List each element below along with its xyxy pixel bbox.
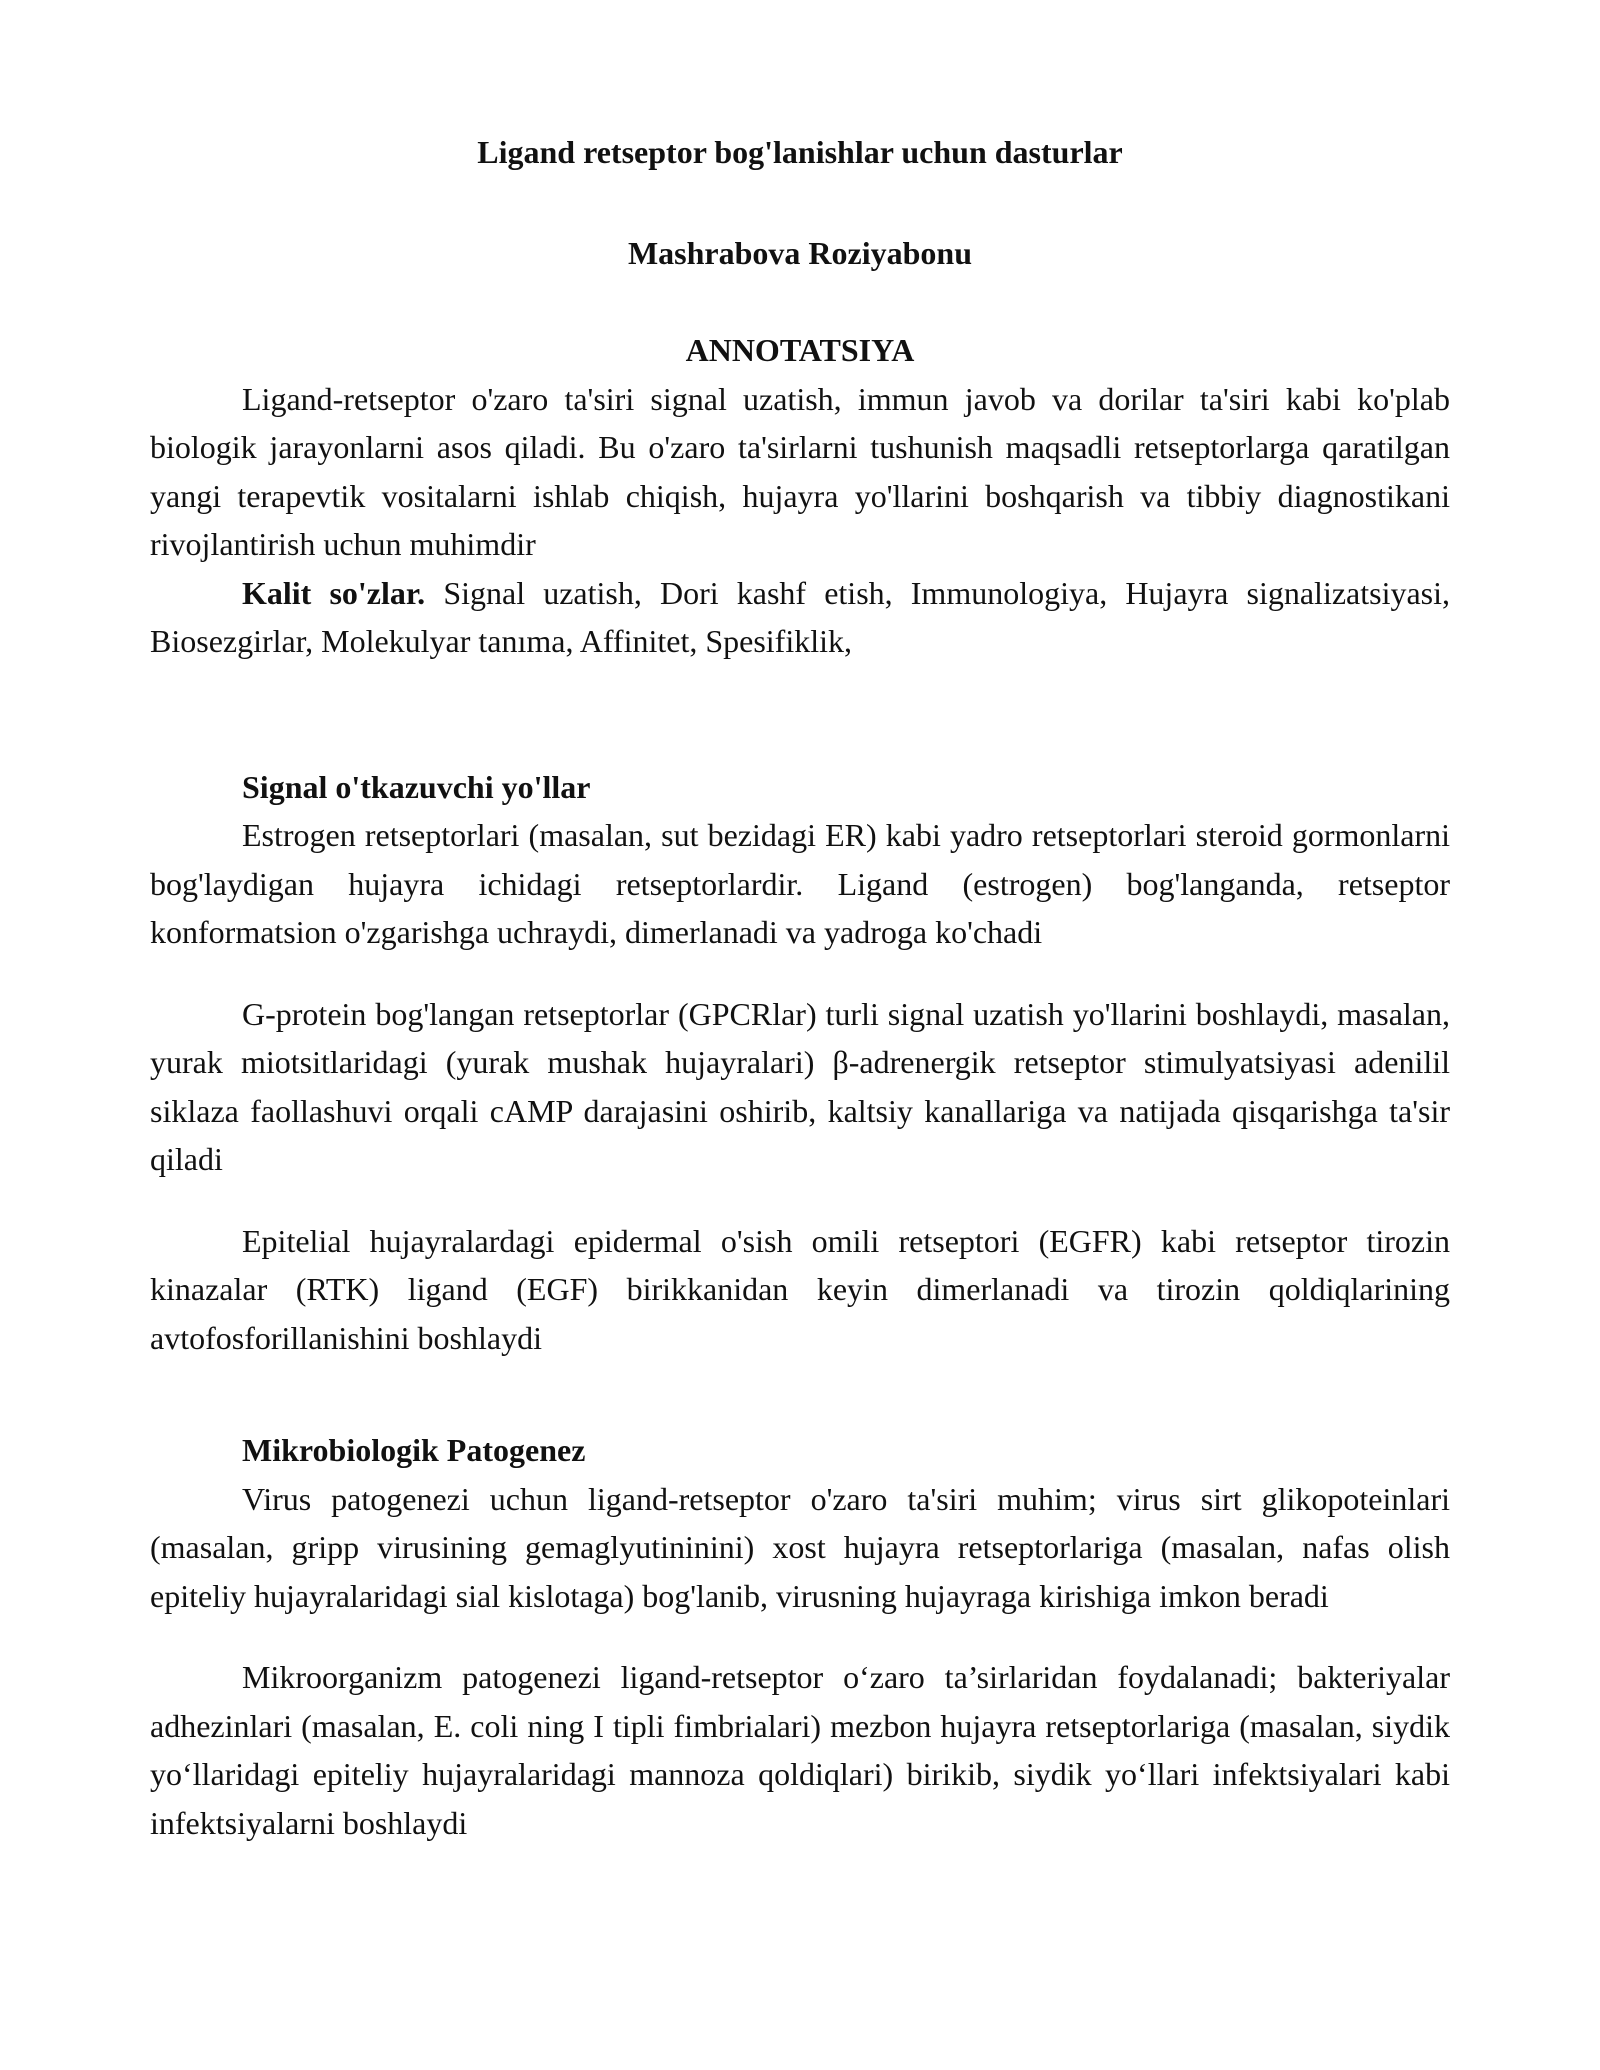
section-heading-pathogenesis: Mikrobiologik Patogenez xyxy=(242,1432,586,1468)
section-paragraph: Epitelial hujayralardagi epidermal o'sish omili retseptori (EGFR) kabi retseptor tirozin kinazalar (RTK) ligand (EGF) birikkanidan keyin dimerlanadi va tirozin qoldiqlarining avtofosforillanishini boshlaydi xyxy=(150,1222,1450,1356)
keywords-label: Kalit so'zlar. xyxy=(242,574,426,611)
section-paragraph: Estrogen retseptorlari (masalan, sut bezidagi ER) kabi yadro retseptorlari steroid gormonlarni bog'laydigan hujayra ichidagi retseptorlardir. Ligand (estrogen) bog'langanda, retseptor konformatsion o'zgarishga uchraydi, dimerlanadi va yadroga ko'chadi xyxy=(150,817,1450,950)
section-paragraph: Virus patogenezi uchun ligand-retseptor o'zaro ta'siri muhim; virus sirt glikopoteinlari (masalan, gripp virusining gemaglyutininini) xost hujayra retseptorlariga (masalan, nafas olish epiteliy hujayralaridagi sial kislotaga) bog'lanib, virusning hujayraga kirishiga imkon beradi xyxy=(150,1480,1450,1614)
section-paragraph: G-protein bog'langan retseptorlar (GPCRlar) turli signal uzatish yo'llarini boshlaydi, masalan, yurak miotsitlaridagi (yurak mushak hujayralari) β-adrenergik retseptor stimulyatsiyasi adenilil siklaza faollashuvi orqali cAMP darajasini oshirib, kaltsiy kanallariga va natijada qisqarishga ta'sir qiladi xyxy=(150,995,1450,1177)
annotation-paragraph: Ligand-retseptor o'zaro ta'siri signal uzatish, immun javob va dorilar ta'siri kabi ko'plab biologik jarayonlarni asos qiladi. Bu o'zaro ta'sirlarni tushunish maqsadli retseptorlarga qaratilgan yangi terapevtik vositalarni ishlab chiqish, hujayra yo'llarini boshqarish va tibbiy diagnostikani rivojlantirish uchun muhimdir xyxy=(150,380,1450,562)
keywords-text: Signal uzatish, Dori kashf etish, Immunologiya, Hujayra signalizatsiyasi, Biosezgirlar, Molekulyar tanıma, Affinitet, Spesifiklik, xyxy=(150,574,1451,659)
document-page xyxy=(150,128,1450,1847)
annotation-heading: ANNOTATSIYA xyxy=(685,332,915,368)
author-name: Mashrabova Roziyabonu xyxy=(627,234,973,271)
section-heading-signal: Signal o'tkazuvchi yo'llar xyxy=(242,768,591,805)
section-paragraph: Mikroorganizm patogenezi ligand-retseptor o‘zaro ta’sirlaridan foydalanadi; bakteriyalar adhezinlari (masalan, E. coli ning I tipli fimbrialari) mezbon hujayra retseptorlariga (masalan, siydik yo‘llaridagi epiteliy hujayralaridagi mannoza qoldiqlari) birikib, siydik yo‘llari infektsiyalari kabi infektsiyalarni boshlaydi xyxy=(150,1659,1450,1841)
keywords-paragraph xyxy=(150,569,1450,666)
document-title: Ligand retseptor bog'lanishlar uchun dasturlar xyxy=(477,134,1123,170)
